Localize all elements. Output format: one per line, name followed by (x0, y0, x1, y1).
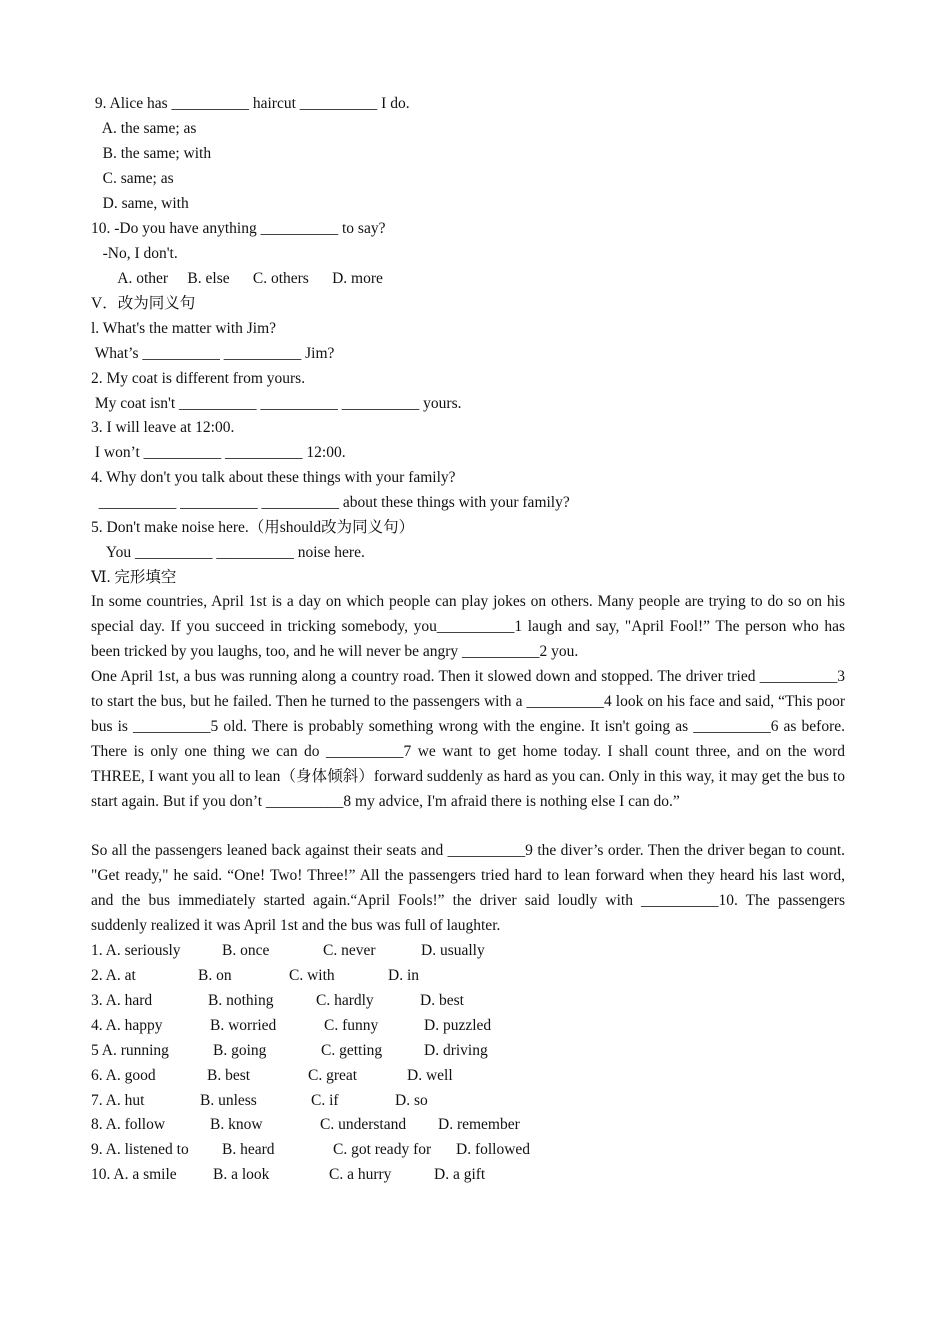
option-3b: B. nothing (208, 992, 274, 1009)
option-6d: D. well (407, 1067, 453, 1084)
q9-option-a: A. the same; as (91, 120, 197, 137)
option-7b: B. unless (200, 1092, 257, 1109)
rewrite-3-blank: I won’t __________ __________ 12:00. (91, 444, 346, 461)
option-8d: D. remember (438, 1116, 520, 1133)
q10-options: A. other B. else C. others D. more (91, 270, 383, 287)
option-5c: C. getting (321, 1042, 383, 1059)
option-1c: C. never (323, 942, 376, 959)
cloze-options-row-8 (91, 1112, 520, 1137)
rewrite-3-original: 3. I will leave at 12:00. (91, 419, 235, 436)
cloze-options-row-9 (91, 1137, 531, 1162)
option-2a: 2. A. at (91, 967, 136, 984)
option-2d: D. in (388, 967, 419, 984)
cloze-options-row-2 (91, 963, 419, 988)
rewrite-1-blank: What’s __________ __________ Jim? (91, 345, 335, 362)
cloze-paragraph-3: So all the passengers leaned back against their seats and __________9 the diver’s order. Then the driver began to count. "Get ready," he said. “One! Two! Three!” All the passengers tried hard to lean forward when they heard his last word, and the bus immediately started again.“April Fools!” the driver said loudly with __________10. The passengers suddenly realized it was April 1st and the bus was full of laughter. (91, 842, 845, 934)
option-4b: B. worried (210, 1017, 277, 1034)
q9-option-d: D. same, with (91, 195, 189, 212)
option-1d: D. usually (421, 942, 485, 959)
option-2c: C. with (289, 967, 335, 984)
cloze-paragraph-2: One April 1st, a bus was running along a country road. Then it slowed down and stopped. The driver tried __________3 to start the bus, but he failed. Then he turned to the passengers with a __________4 look on his face and said, “This poor bus is __________5 old. There is probably something wrong with the engine. It isn't going as __________6 as before. There is only one thing we can do __________7 we want to get home today. I shall count three, and on the word THREE, I want you all to lean（身体倾斜）forward suddenly as hard as you can. Only in this way, it may get the bus to start again. But if you don’t __________8 my advice, I'm afraid there is nothing else I can do.” (91, 668, 845, 810)
option-9d: D. followed (456, 1141, 531, 1158)
option-9c: C. got ready for (333, 1141, 432, 1158)
rewrite-4-blank: __________ __________ __________ about these things with your family? (91, 494, 570, 511)
q9-stem: 9. Alice has __________ haircut __________ I do. (91, 95, 410, 112)
cloze-options-row-1 (91, 938, 485, 963)
cloze-options-row-5 (91, 1038, 488, 1063)
option-9a: 9. A. listened to (91, 1141, 189, 1158)
option-8a: 8. A. follow (91, 1116, 166, 1133)
cloze-options-row-6 (91, 1063, 453, 1088)
option-4a: 4. A. happy (91, 1017, 163, 1034)
cloze-options-row-4 (91, 1013, 492, 1038)
rewrite-5-original: 5. Don't make noise here.（用should改为同义句） (91, 519, 415, 536)
option-7c: C. if (311, 1092, 339, 1109)
option-7d: D. so (395, 1092, 428, 1109)
q10-stem: 10. -Do you have anything __________ to say? (91, 220, 386, 237)
option-3a: 3. A. hard (91, 992, 153, 1009)
cloze-options-row-3 (91, 988, 464, 1013)
option-5b: B. going (213, 1042, 267, 1059)
option-10a: 10. A. a smile (91, 1166, 177, 1183)
rewrite-1-original: l. What's the matter with Jim? (91, 320, 277, 337)
option-10d: D. a gift (434, 1166, 486, 1183)
cloze-paragraph-1: In some countries, April 1st is a day on which people can play jokes on others. Many people are trying to do so on his special day. If you succeed in tricking somebody, you__________1 laugh and say, "April Fool!” The person who has been tricked by you laughs, too, and he will never be angry __________2 you. (91, 593, 845, 660)
option-8b: B. know (210, 1116, 263, 1133)
option-1b: B. once (222, 942, 270, 959)
option-6a: 6. A. good (91, 1067, 156, 1084)
rewrite-5-blank: You __________ __________ noise here. (91, 544, 365, 561)
option-10b: B. a look (213, 1166, 270, 1183)
cloze-options-row-10 (91, 1162, 486, 1187)
rewrite-2-original: 2. My coat is different from yours. (91, 370, 306, 387)
cloze-options-row-7 (91, 1088, 428, 1113)
option-10c: C. a hurry (329, 1166, 392, 1183)
q10-reply: -No, I don't. (91, 245, 178, 262)
rewrite-2-blank: My coat isn't __________ __________ __________ yours. (91, 395, 462, 412)
option-9b: B. heard (222, 1141, 275, 1158)
option-8c: C. understand (320, 1116, 407, 1133)
option-2b: B. on (198, 967, 232, 984)
section-v-heading: V．改为同义句 (91, 295, 196, 312)
option-4d: D. puzzled (424, 1017, 492, 1034)
section-vi-heading: Ⅵ. 完形填空 (91, 569, 177, 586)
rewrite-4-original: 4. Why don't you talk about these things with your family? (91, 469, 456, 486)
option-5a: 5 A. running (91, 1042, 169, 1059)
option-4c: C. funny (324, 1017, 379, 1034)
q9-option-b: B. the same; with (91, 145, 212, 162)
option-7a: 7. A. hut (91, 1092, 145, 1109)
q9-option-c: C. same; as (91, 170, 174, 187)
option-3d: D. best (420, 992, 464, 1009)
option-6c: C. great (308, 1067, 358, 1084)
option-3c: C. hardly (316, 992, 374, 1009)
option-6b: B. best (207, 1067, 251, 1084)
option-5d: D. driving (424, 1042, 488, 1059)
option-1a: 1. A. seriously (91, 942, 181, 959)
